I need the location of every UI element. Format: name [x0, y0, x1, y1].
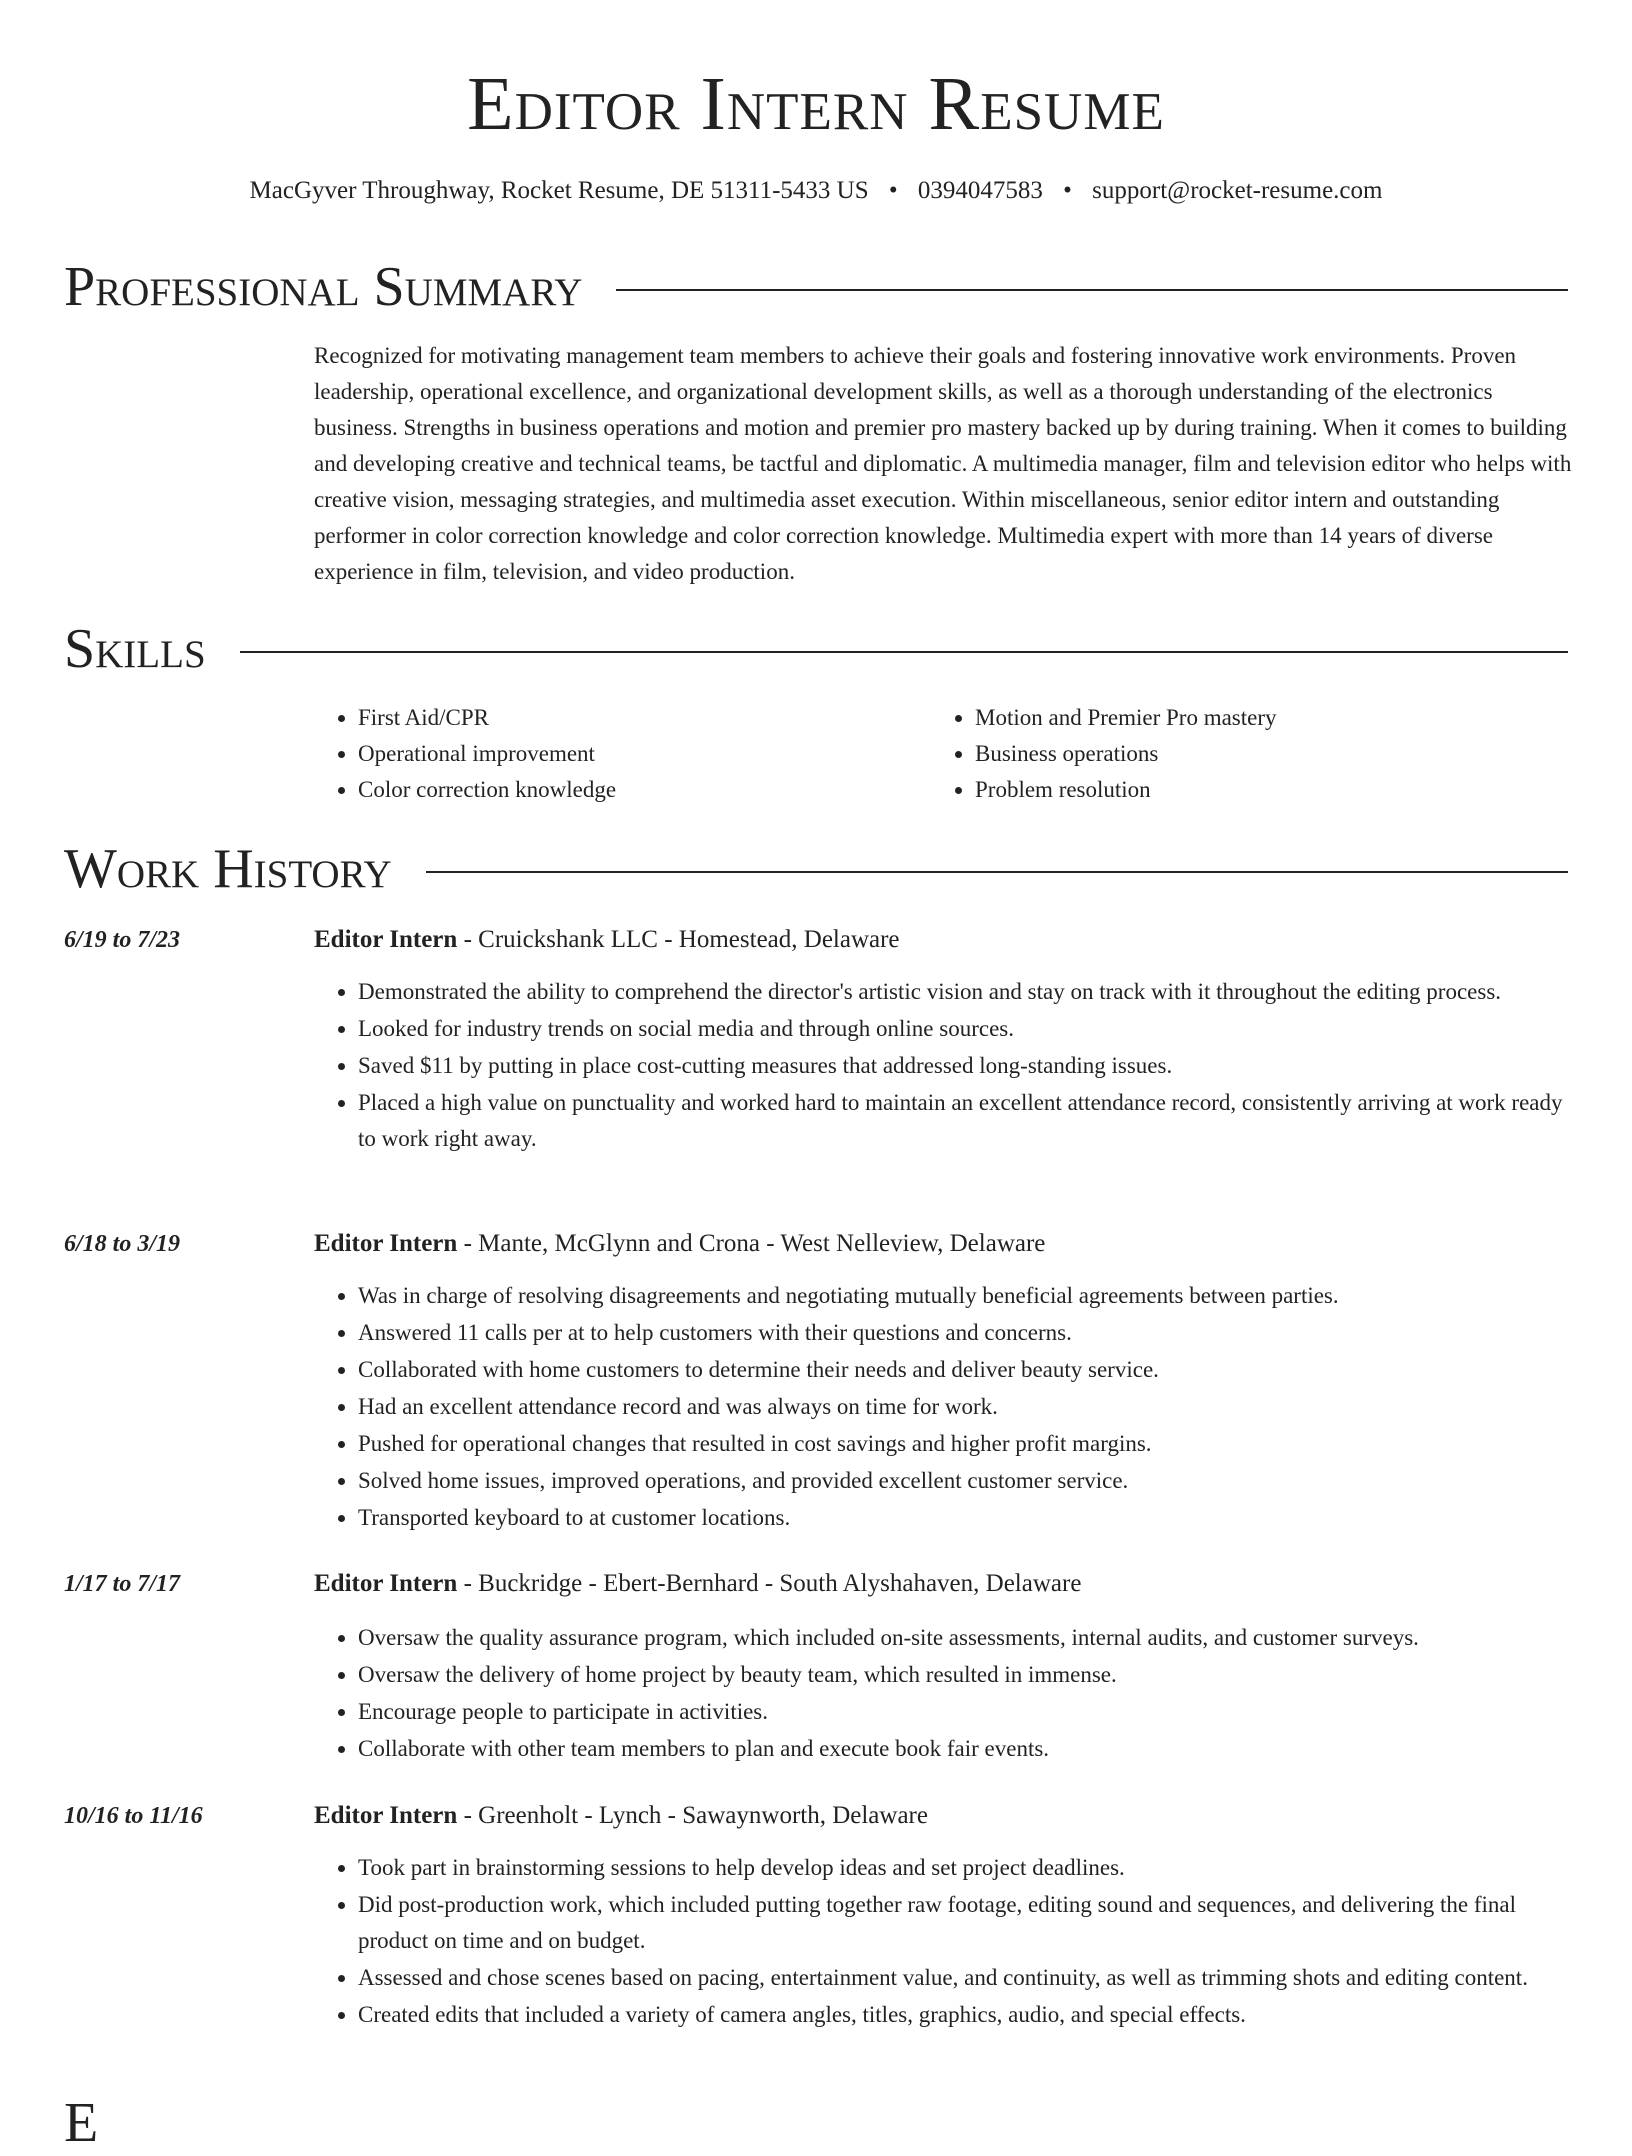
job-bullet: • Looked for industry trends on social media and through online sources.: [358, 1011, 1576, 1047]
job-bullet: • Took part in brainstorming sessions to help develop ideas and set project deadlines.: [358, 1850, 1576, 1886]
job-bullet: • Oversaw the delivery of home project by beauty team, which resulted in immense.: [358, 1657, 1576, 1693]
section-rule: [426, 871, 1568, 873]
job-title-line: [314, 1566, 1081, 1602]
job-bullet: • Pushed for operational changes that resulted in cost savings and higher profit margins.: [358, 1426, 1576, 1462]
job-role: Editor Intern: [314, 1570, 458, 1597]
job-dates: 6/19 to 7/23: [64, 927, 181, 953]
job-bullet: • Had an excellent attendance record and was always on time for work.: [358, 1389, 1576, 1425]
section-rule: [616, 289, 1568, 291]
job-bullets: [314, 1850, 1576, 2034]
job-bullet: • Oversaw the quality assurance program, which included on-site assessments, internal audits, and customer surveys.: [358, 1620, 1576, 1656]
section-heading: Skills: [64, 618, 206, 680]
skill-item: • Problem resolution: [975, 772, 1548, 808]
contact-email: support@rocket-resume.com: [1092, 177, 1383, 204]
job-bullet: • Placed a high value on punctuality and worked hard to maintain an excellent attendance record, consistently arriving at work ready to work right away.: [358, 1085, 1576, 1157]
skill-item: • Operational improvement: [358, 736, 931, 772]
job-title-line: [314, 1798, 928, 1834]
job-dates: 10/16 to 11/16: [64, 1803, 203, 1829]
job-bullets: [314, 1278, 1576, 1537]
job-bullet: • Answered 11 calls per at to help customers with their questions and concerns.: [358, 1315, 1576, 1351]
job-bullet: • Created edits that included a variety of camera angles, titles, graphics, audio, and special effects.: [358, 1997, 1576, 2033]
job-role: Editor Intern: [314, 1802, 458, 1829]
skill-item: • Motion and Premier Pro mastery: [975, 700, 1548, 736]
section-heading: Professional Summary: [64, 256, 583, 318]
summary-paragraph: Recognized for motivating management team members to achieve their goals and fostering innovative work environments. Proven leadership, operational excellence, and organizational development skills, as well as a thorough understanding of the electronics business. Strengths in business operations and motion and premier pro mastery backed up by during training. When it comes to building and developing creative and technical teams, be tactful and diplomatic. A multimedia manager, film and television editor who helps with creative vision, messaging strategies, and multimedia asset execution. Within miscellaneous, senior editor intern and outstanding performer in color correction knowledge and color correction knowledge. Multimedia expert with more than 14 years of diverse experience in film, television, and video production.: [314, 343, 1572, 584]
contact-separator: •: [888, 177, 898, 204]
next-section-heading-fragment: E: [64, 2092, 99, 2154]
job-employer: - Greenholt - Lynch - Sawaynworth, Delaware: [457, 1802, 928, 1829]
skill-item: • First Aid/CPR: [358, 700, 931, 736]
job-bullets: [314, 974, 1576, 1158]
job-bullet: • Did post-production work, which included putting together raw footage, editing sound and sequences, and delivering the final product on time and on budget.: [358, 1887, 1576, 1959]
job-bullet: • Collaborate with other team members to plan and execute book fair events.: [358, 1731, 1576, 1767]
job-bullet: • Solved home issues, improved operations, and provided excellent customer service.: [358, 1463, 1576, 1499]
contact-address: MacGyver Throughway, Rocket Resume, DE 51311-5433 US: [249, 177, 869, 204]
skill-item: • Business operations: [975, 736, 1548, 772]
job-role: Editor Intern: [314, 926, 458, 953]
job-bullet: • Encourage people to participate in activities.: [358, 1694, 1576, 1730]
job-role: Editor Intern: [314, 1230, 458, 1257]
job-bullet: • Transported keyboard to at customer locations.: [358, 1500, 1576, 1536]
job-bullet: • Collaborated with home customers to determine their needs and deliver beauty service.: [358, 1352, 1576, 1388]
section-header-work-history: [64, 836, 1568, 902]
resume-title: Editor Intern Resume: [467, 62, 1165, 146]
section-heading: Work History: [64, 838, 392, 900]
job-bullet: • Was in charge of resolving disagreements and negotiating mutually beneficial agreements between parties.: [358, 1278, 1576, 1314]
contact-phone: 0394047583: [917, 177, 1043, 204]
skills-list: [314, 700, 1576, 808]
job-bullet: • Saved $11 by putting in place cost-cutting measures that addressed long-standing issues.: [358, 1048, 1576, 1084]
job-dates: 1/17 to 7/17: [64, 1571, 181, 1597]
section-rule: [240, 651, 1568, 653]
section-header-summary: [64, 254, 1568, 320]
job-employer: - Cruickshank LLC - Homestead, Delaware: [457, 926, 900, 953]
job-title-line: [314, 922, 900, 958]
skill-item: • Color correction knowledge: [358, 772, 931, 808]
skills-column-right: [931, 700, 1548, 808]
contact-separator: •: [1063, 177, 1072, 204]
job-bullet: • Demonstrated the ability to comprehend the director's artistic vision and stay on track with it throughout the editing process.: [358, 974, 1576, 1010]
job-employer: - Mante, McGlynn and Crona - West Nelleview, Delaware: [457, 1230, 1046, 1257]
job-dates: 6/18 to 3/19: [64, 1231, 181, 1257]
job-bullet: • Assessed and chose scenes based on pacing, entertainment value, and continuity, as well as trimming shots and editing content.: [358, 1960, 1576, 1996]
section-header-skills: [64, 616, 1568, 682]
job-bullets: [314, 1620, 1576, 1768]
job-title-line: [314, 1226, 1045, 1262]
contact-line: [0, 174, 1632, 208]
job-employer: - Buckridge - Ebert-Bernhard - South Alyshahaven, Delaware: [457, 1570, 1082, 1597]
skills-column-left: [314, 700, 931, 808]
